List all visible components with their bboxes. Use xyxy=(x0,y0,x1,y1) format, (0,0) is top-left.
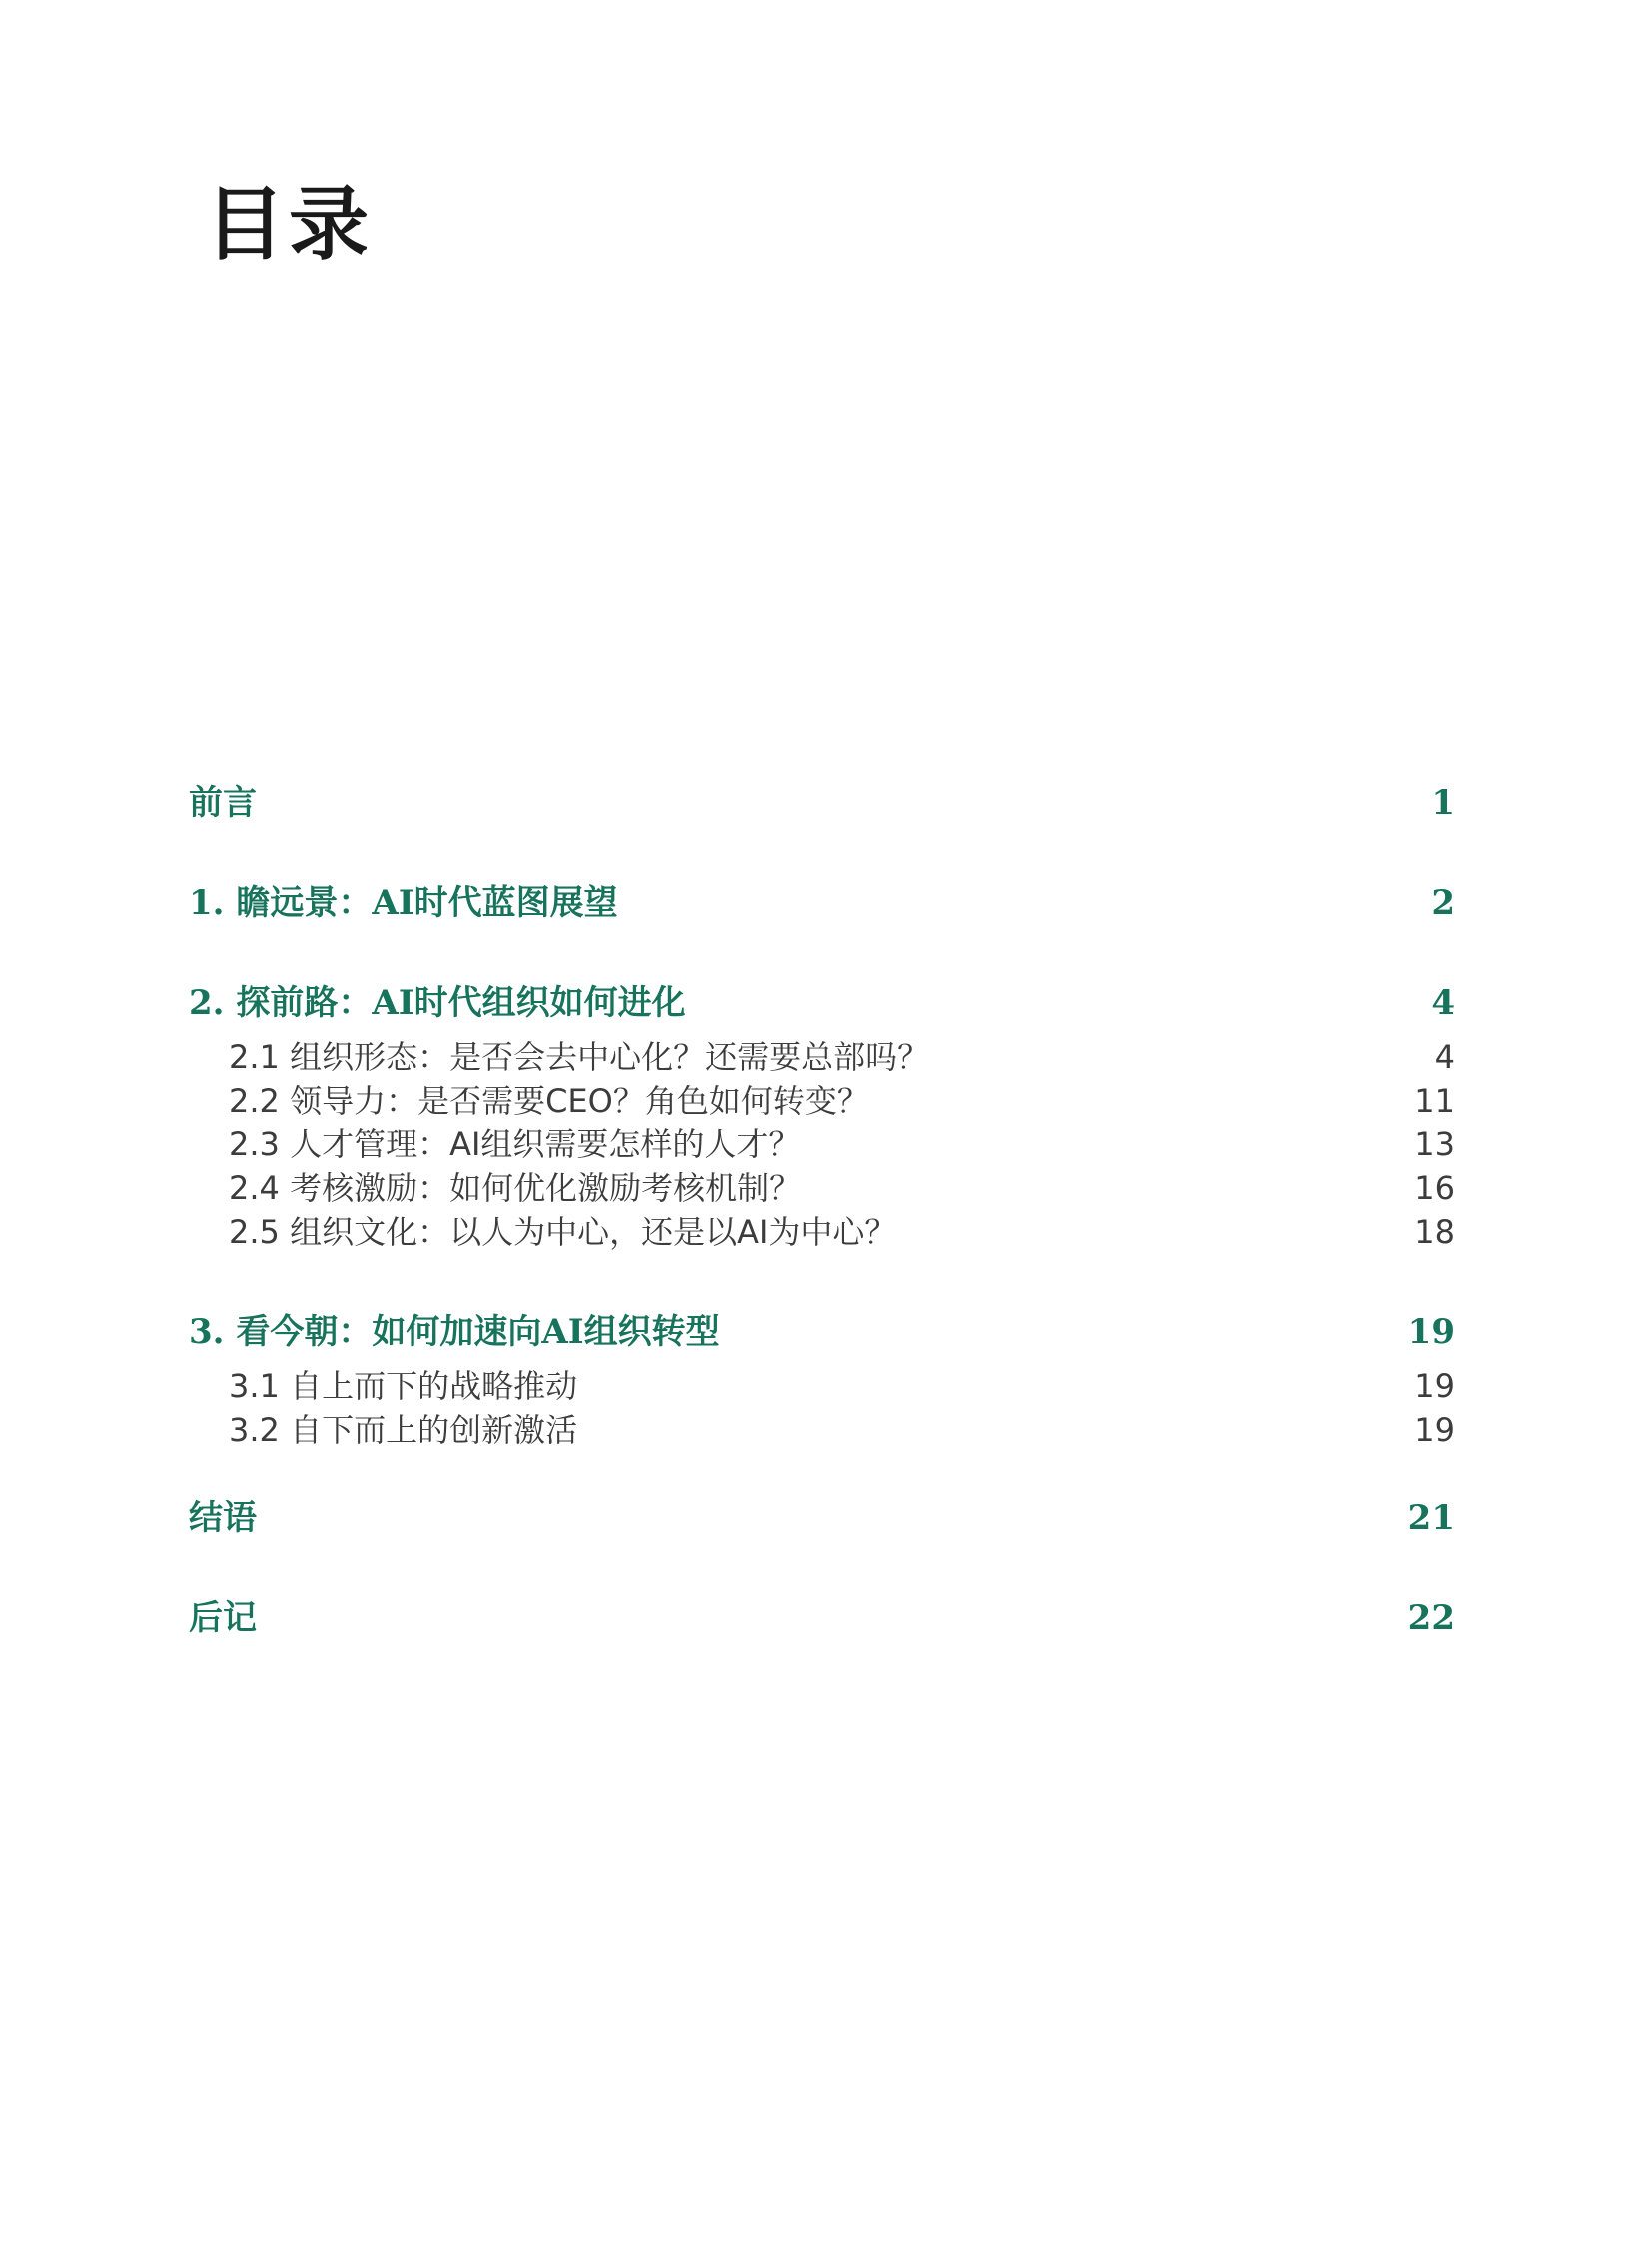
toc-entry[interactable] xyxy=(189,1364,1455,1408)
toc-entry-page-number: 13 xyxy=(1414,1125,1455,1163)
toc-entry-page-number: 1 xyxy=(1431,783,1455,823)
toc-entry-page-number: 4 xyxy=(1431,983,1455,1023)
toc-entry[interactable] xyxy=(189,1079,1455,1122)
toc-entry[interactable] xyxy=(189,1496,1455,1540)
toc-entry-page-number: 4 xyxy=(1434,1038,1455,1076)
toc-entry-label: 1. 瞻远景：AI时代蓝图展望 xyxy=(189,883,618,923)
toc-entry[interactable] xyxy=(189,881,1455,925)
toc-entry[interactable] xyxy=(189,1210,1455,1254)
toc-entry[interactable] xyxy=(189,1408,1455,1452)
toc-entry[interactable] xyxy=(189,781,1455,825)
toc-entry-page-number: 19 xyxy=(1414,1367,1455,1405)
toc-entry-label: 2.3 人才管理：AI组织需要怎样的人才？ xyxy=(229,1125,801,1163)
toc-entry-label: 2.1 组织形态：是否会去中心化？还需要总部吗？ xyxy=(229,1038,930,1076)
toc-entry-label: 2.5 组织文化：以人为中心，还是以AI为中心？ xyxy=(229,1213,897,1251)
toc-entry-page-number: 21 xyxy=(1407,1498,1455,1538)
toc-entry-label: 结语 xyxy=(189,1498,257,1538)
toc-entry-label: 2. 探前路：AI时代组织如何进化 xyxy=(189,983,686,1023)
toc-entry-label: 3.1 自上而下的战略推动 xyxy=(229,1367,578,1405)
toc-entry-label: 前言 xyxy=(189,783,257,823)
toc-entry-page-number: 19 xyxy=(1407,1312,1455,1352)
table-of-contents xyxy=(189,781,1455,1640)
toc-entry-label: 后记 xyxy=(189,1598,257,1638)
toc-entry-label: 3.2 自下而上的创新激活 xyxy=(229,1411,578,1449)
toc-entry-page-number: 2 xyxy=(1431,883,1455,923)
toc-entry[interactable] xyxy=(189,981,1455,1025)
toc-entry[interactable] xyxy=(189,1035,1455,1079)
toc-entry-page-number: 16 xyxy=(1414,1169,1455,1207)
toc-entry[interactable] xyxy=(189,1596,1455,1640)
toc-entry-page-number: 22 xyxy=(1407,1598,1455,1638)
toc-entry-page-number: 19 xyxy=(1414,1411,1455,1449)
toc-entry[interactable] xyxy=(189,1166,1455,1210)
page-title: 目录 xyxy=(205,177,373,271)
toc-entry-label: 3. 看今朝：如何加速向AI组织转型 xyxy=(189,1312,720,1352)
toc-entry[interactable] xyxy=(189,1122,1455,1166)
toc-entry-label: 2.2 领导力：是否需要CEO？角色如何转变？ xyxy=(229,1082,869,1120)
toc-entry-label: 2.4 考核激励：如何优化激励考核机制？ xyxy=(229,1169,802,1207)
toc-entry-page-number: 18 xyxy=(1414,1213,1455,1251)
toc-entry-page-number: 11 xyxy=(1414,1082,1455,1120)
toc-entry[interactable] xyxy=(189,1310,1455,1354)
